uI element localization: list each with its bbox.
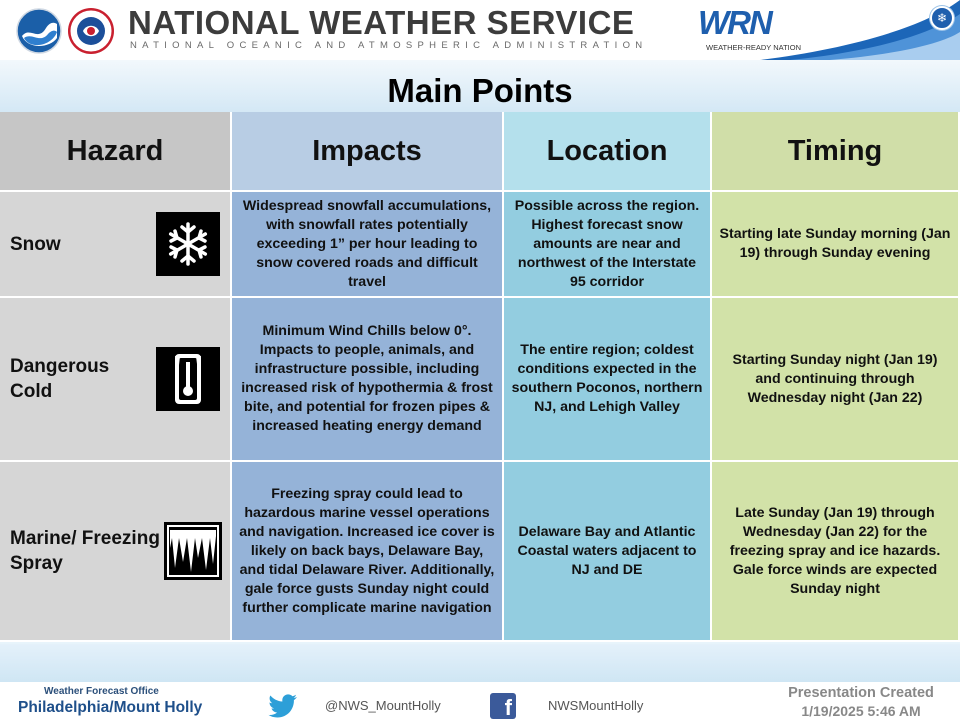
header-subtitle: NATIONAL OCEANIC AND ATMOSPHERIC ADMINISTRATION [130,40,648,51]
twitter-handle[interactable]: @NWS_MountHolly [325,698,441,713]
table-cell-timing: Late Sunday (Jan 19) through Wednesday (Jan 22) for the freezing spray and ice hazards. Gale force winds are expected Sunday night [712,462,960,642]
header-timing: Timing [712,112,960,192]
header-impacts: Impacts [232,112,504,192]
thermometer-icon [156,347,220,411]
facebook-handle[interactable]: NWSMountHolly [548,698,644,713]
header [0,0,960,60]
nws-logo-icon [68,8,114,54]
hazard-name: Snow [10,233,61,255]
commerce-seal-icon: ❄ [930,6,954,30]
table-cell-location: Possible across the region. Highest forecast snow amounts are near and northwest of the Interstate 95 corridor [504,192,712,298]
wrn-subtext: WEATHER-READY NATION [706,43,802,52]
noaa-logo-icon [16,8,62,54]
table-cell-impacts: Freezing spray could lead to hazardous marine vessel operations and navigation. Increased ice cover is likely on back bays, Delaware Bay, and tidal Delaware River. Additionally, gale force gusts Sunday night could further complicate marine navigation [232,462,504,642]
table-cell-impacts: Minimum Wind Chills below 0°. Impacts to people, animals, and infrastructure possible, including increased risk of hypothermia & frost bite, and potential for frozen pipes & increased heating energy demand [232,298,504,462]
wfo-name: Philadelphia/Mount Holly [18,699,203,716]
wrn-logo: WRN [698,4,771,41]
header-title: NATIONAL WEATHER SERVICE [128,4,635,41]
presentation-date: 1/19/2025 5:46 AM [801,703,921,719]
header-location: Location [504,112,712,192]
table-cell-impacts: Widespread snowfall accumulations, with snowfall rates potentially exceeding 1” per hour leading to snow covered roads and difficult travel [232,192,504,298]
facebook-icon[interactable]: f [490,693,516,719]
icicles-icon [164,522,222,580]
main-points-table [0,112,960,642]
table-cell-timing: Starting Sunday night (Jan 19) and continuing through Wednesday night (Jan 22) [712,298,960,462]
presentation-label: Presentation Created [788,685,934,701]
table-cell-location: The entire region; coldest conditions expected in the southern Poconos, northern NJ, and Lehigh Valley [504,298,712,462]
snowflake-icon [156,212,220,276]
page-title: Main Points [387,72,573,109]
table-row-hazard [0,192,232,298]
wfo-label: Weather Forecast Office [44,686,159,697]
table-cell-timing: Starting late Sunday morning (Jan 19) through Sunday evening [712,192,960,298]
table-row-hazard [0,462,232,642]
hazard-name: Marine/ Freezing Spray [10,528,160,574]
hazard-name: Dangerous Cold [10,356,110,402]
table-cell-location: Delaware Bay and Atlantic Coastal waters adjacent to NJ and DE [504,462,712,642]
header-hazard: Hazard [0,112,232,192]
twitter-icon[interactable] [268,693,298,719]
table-row-hazard [0,298,232,462]
